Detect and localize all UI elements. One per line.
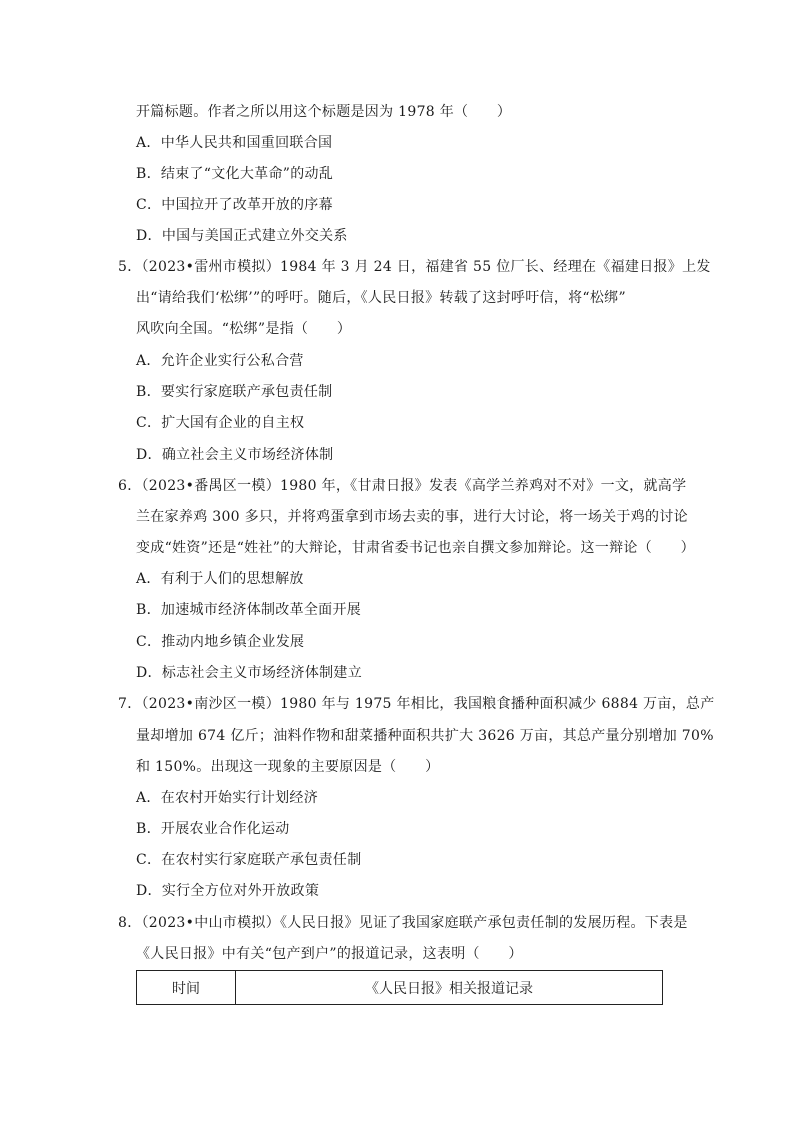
- question-6-stem-line-2: 兰在家养鸡 300 多只，并将鸡蛋拿到市场去卖的事，进行大讨论，将一场关于鸡的讨论: [136, 509, 688, 525]
- table-header-row: [137, 971, 663, 1005]
- question-7-option-c: C．在农村实行家庭联产承包责任制: [136, 852, 362, 868]
- question-7-option-d: D．实行全方位对外开放政策: [136, 883, 320, 899]
- question-4-option-d: D．中国与美国正式建立外交关系: [136, 228, 348, 244]
- question-5-option-d: D．确立社会主义市场经济体制: [136, 447, 334, 463]
- question-5-option-b: B．要实行家庭联产承包责任制: [136, 384, 333, 400]
- question-6-option-b: B．加速城市经济体制改革全面开展: [136, 602, 362, 618]
- question-7-option-b: B．开展农业合作化运动: [136, 821, 290, 837]
- question-5-stem-line-3: 风吹向全国。“松绑”是指（ ）: [136, 321, 352, 337]
- question-6-stem-line-1: 6．（2023•番禺区一模）1980 年，《甘肃日报》发表《高学兰养鸡对不对》一文，就高学: [118, 478, 687, 494]
- question-6-option-d: D．标志社会主义市场经济体制建立: [136, 665, 363, 681]
- question-4-option-b: B．结束了“文化大革命”的动乱: [136, 166, 334, 182]
- question-5-option-c: C．扩大国有企业的自主权: [136, 415, 305, 431]
- question-4-option-c: C．中国拉开了改革开放的序幕: [136, 197, 333, 213]
- question-5-stem-line-1: 5．（2023•雷州市模拟）1984 年 3 月 24 日，福建省 55 位厂长、经理在《福建日报》上发: [118, 259, 711, 275]
- question-8-stem-line-2: 《人民日报》中有关“包产到户”的报道记录，这表明（ ）: [136, 946, 523, 962]
- question-5-stem-line-2: 出“请给我们‘松绑’”的呼吁。随后，《人民日报》转载了这封呼吁信，将“松绑”: [136, 290, 626, 306]
- question-7-stem-line-3: 和 150%。出现这一现象的主要原因是（ ）: [136, 759, 440, 775]
- question-8-stem-line-1: 8．（2023•中山市模拟）《人民日报》见证了我国家庭联产承包责任制的发展历程。下表是: [118, 915, 688, 931]
- report-record-table: [136, 970, 663, 1005]
- question-7-stem-line-2: 量却增加 674 亿斤；油料作物和甜菜播种面积共扩大 3626 万亩，其总产量分别增加 70%: [136, 728, 714, 744]
- question-7-stem-line-1: 7．（2023•南沙区一模）1980 年与 1975 年相比，我国粮食播种面积减少 6884 万亩，总产: [118, 696, 715, 712]
- question-5-option-a: A．允许企业实行公私合营: [136, 353, 304, 369]
- question-6-stem-line-3: 变成“姓资”还是“姓社”的大辩论，甘肃省委书记也亲自撰文参加辩论。这一辩论（ ）: [136, 540, 695, 556]
- question-7-option-a: A．在农村开始实行计划经济: [136, 790, 319, 806]
- question-6-option-c: C．推动内地乡镇企业发展: [136, 634, 305, 650]
- table-header-record: 《人民日报》相关报道记录: [236, 971, 663, 1005]
- question-4-option-a: A．中华人民共和国重回联合国: [136, 135, 333, 151]
- question-6-option-a: A．有利于人们的思想解放: [136, 571, 304, 587]
- table-header-time: 时间: [137, 971, 236, 1005]
- question-4-stem-end: 开篇标题。作者之所以用这个标题是因为 1978 年（ ）: [136, 104, 512, 120]
